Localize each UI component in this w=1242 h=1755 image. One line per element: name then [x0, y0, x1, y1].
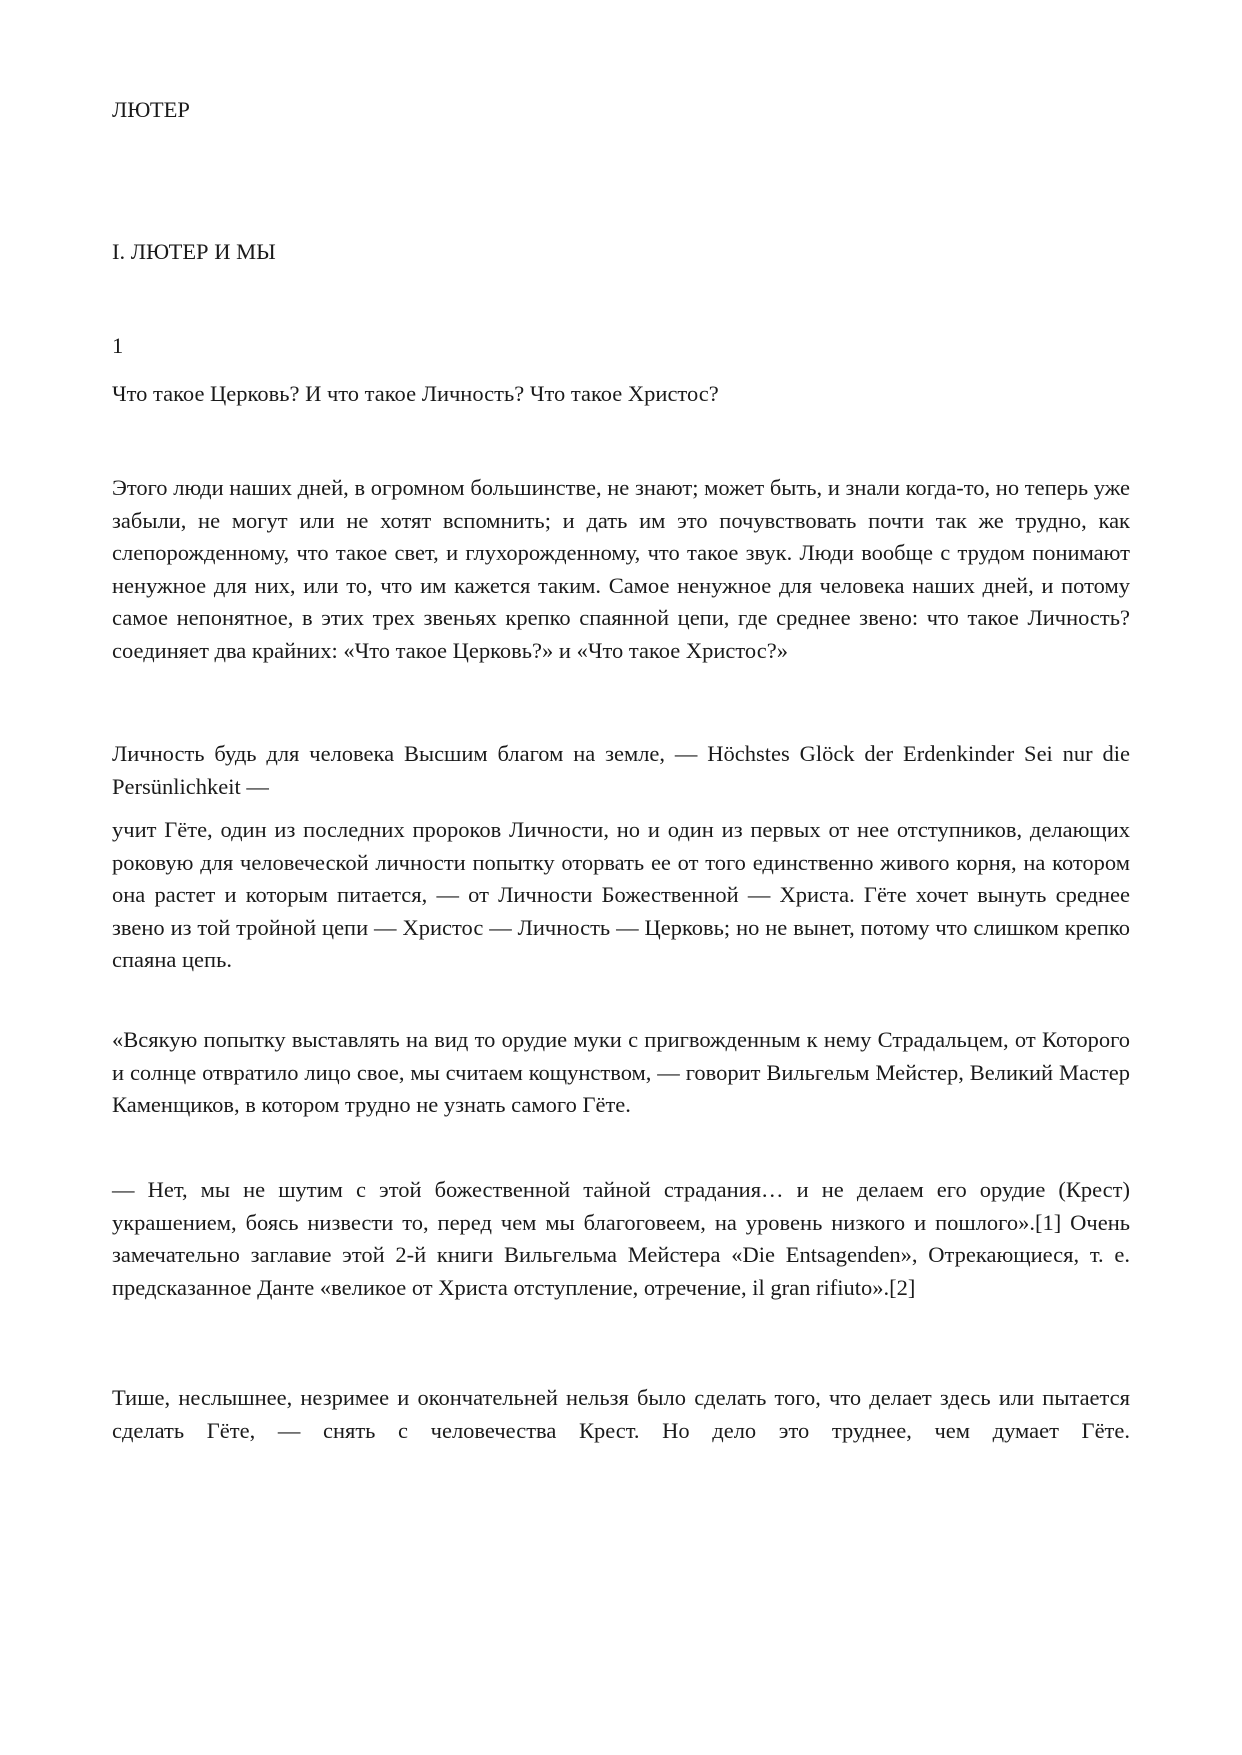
paragraph-goethe-quote: Личность будь для человека Высшим благом на земле, — Höchstes Glöck der Erdenkinder Sei nur die Persünlichkeit — — [112, 741, 1130, 799]
paragraph-no-we-do-not-joke: — Нет, мы не шутим с этой божественной тайной страдания… и не делаем его орудие (Крест) украшением, боясь низвести то, перед чем мы благоговеем, на уровень низкого и пошлого».[1] Очень замечательно заглавие этой 2-й книги Вильгельма Мейстера «Die Entsagenden», Отрекающиеся, т. е. предсказанное Данте «великое от Христа отступление, отречение, il gran rifiuto».[2] — [112, 1177, 1130, 1300]
paragraph-wilhelm-meister: «Всякую попытку выставлять на вид то орудие муки с пригвожденным к нему Страдальцем, от Которого и солнце отвратило лицо свое, мы считаем кощунством, — говорит Вильгельм Мейстер, Великий Мастер Каменщиков, в котором трудно не узнать самого Гёте. — [112, 1027, 1130, 1118]
paragraph-people-of-our-days: Этого люди наших дней, в огромном большинстве, не знают; может быть, и знали когда-то, но теперь уже забыли, не могут или не хотят вспомнить; и дать им это почувствовать почти так же трудно, как слепорожденному, что такое свет, и глухорожденному, что такое звук. Люди вообще с трудом понимают ненужное для них, или то, что им кажется таким. Самое ненужное для человека наших дней, и потому самое непонятное, в этих трех звеньях крепко спаянной цепи, где среднее звено: что такое Личность? соединяет два крайних: «Что такое Церковь?» и «Что такое Христос?» — [112, 475, 1130, 663]
paragraph-questions: Что такое Церковь? И что такое Личность? Что такое Христос? — [112, 381, 719, 406]
section-number: 1 — [112, 333, 124, 358]
paragraph-quieter: Тише, неслышнее, незримее и окончательней нельзя было сделать того, что делает здесь или пытается сделать Гёте, — снять с человечества Крест. Но дело это труднее, чем думает Гёте. — [112, 1385, 1130, 1443]
book-title: ЛЮТЕР — [112, 97, 190, 122]
chapter-title: I. ЛЮТЕР И МЫ — [112, 239, 276, 264]
paragraph-goethe-teaches: учит Гёте, один из последних пророков Личности, но и один из первых от нее отступников, делающих роковую для человеческой личности попытку оторвать ее от того единственно живого корня, на котором она растет и которым питается, — от Личности Божественной — Христа. Гёте хочет вынуть среднее звено из той тройной цепи — Христос — Личность — Церковь; но не вынет, потому что слишком крепко спаяна цепь. — [112, 817, 1130, 973]
